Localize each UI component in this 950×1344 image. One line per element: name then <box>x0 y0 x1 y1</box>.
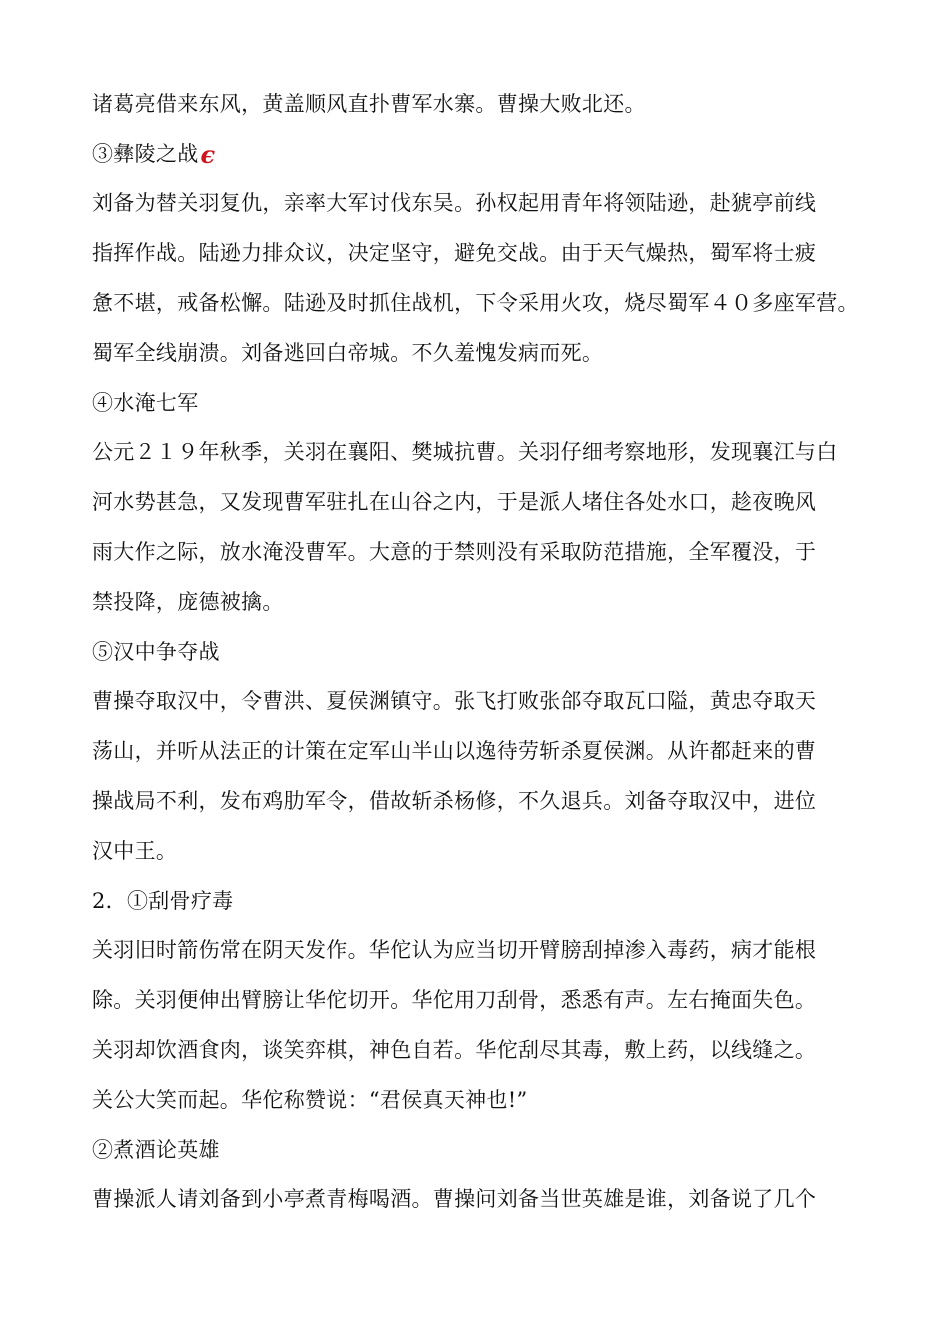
text-line: 关羽却饮酒食肉，谈笑弈棋，神色自若。华佗刮尽其毒，敷上药，以线缝之。 <box>92 1038 817 1062</box>
red-mark-icon: є <box>200 140 216 169</box>
heading-text: ③彝陵之战 <box>92 142 199 166</box>
text-line: 惫不堪，戒备松懈。陆逊及时抓住战机，下令采用火攻，烧尽蜀军４０多座军营。 <box>92 291 859 315</box>
text-line: 关公大笑而起。华佗称赞说：“君侯真天神也!” <box>92 1088 528 1112</box>
text-line: 河水势甚急，又发现曹军驻扎在山谷之内，于是派人堵住各处水口，趁夜晚风 <box>92 490 817 514</box>
text-line: 诸葛亮借来东风，黄盖顺风直扑曹军水寨。曹操大败北还。 <box>92 92 646 116</box>
text-line: 操战局不利，发布鸡肋军令，借故斩杀杨修，不久退兵。刘备夺取汉中，进位 <box>92 789 817 813</box>
section-heading-shuiyan: ④水淹七军 <box>92 391 199 415</box>
text-line: 关羽旧时箭伤常在阴天发作。华佗认为应当切开臂膀刮掉渗入毒药，病才能根 <box>92 938 817 962</box>
section-heading-yiling <box>92 139 215 170</box>
section-heading-guagu: 2．①刮骨疗毒 <box>92 889 234 913</box>
text-line: 荡山，并听从法正的计策在定军山半山以逸待劳斩杀夏侯渊。从许都赶来的曹 <box>92 739 817 763</box>
text-line: 除。关羽便伸出臂膀让华佗切开。华佗用刀刮骨，悉悉有声。左右掩面失色。 <box>92 988 817 1012</box>
text-line: 汉中王。 <box>92 839 178 863</box>
text-line: 禁投降，庞德被擒。 <box>92 590 284 614</box>
text-line: 雨大作之际，放水淹没曹军。大意的于禁则没有采取防范措施，全军覆没，于 <box>92 540 817 564</box>
text-line: 曹操派人请刘备到小亭煮青梅喝酒。曹操问刘备当世英雄是谁，刘备说了几个 <box>92 1187 817 1211</box>
text-line: 指挥作战。陆逊力排众议，决定坚守，避免交战。由于天气燥热，蜀军将士疲 <box>92 241 817 265</box>
text-line: 公元２１９年秋季，关羽在襄阳、樊城抗曹。关羽仔细考察地形，发现襄江与白 <box>92 440 838 464</box>
text-line: 蜀军全线崩溃。刘备逃回白帝城。不久羞愧发病而死。 <box>92 341 604 365</box>
section-heading-zhujiu: ②煮酒论英雄 <box>92 1138 220 1162</box>
text-line: 曹操夺取汉中，令曹洪、夏侯渊镇守。张飞打败张郃夺取瓦口隘，黄忠夺取天 <box>92 689 817 713</box>
text-line: 刘备为替关羽复仇，亲率大军讨伐东吴。孙权起用青年将领陆逊，赴猇亭前线 <box>92 191 817 215</box>
section-heading-hanzhong: ⑤汉中争夺战 <box>92 640 220 664</box>
